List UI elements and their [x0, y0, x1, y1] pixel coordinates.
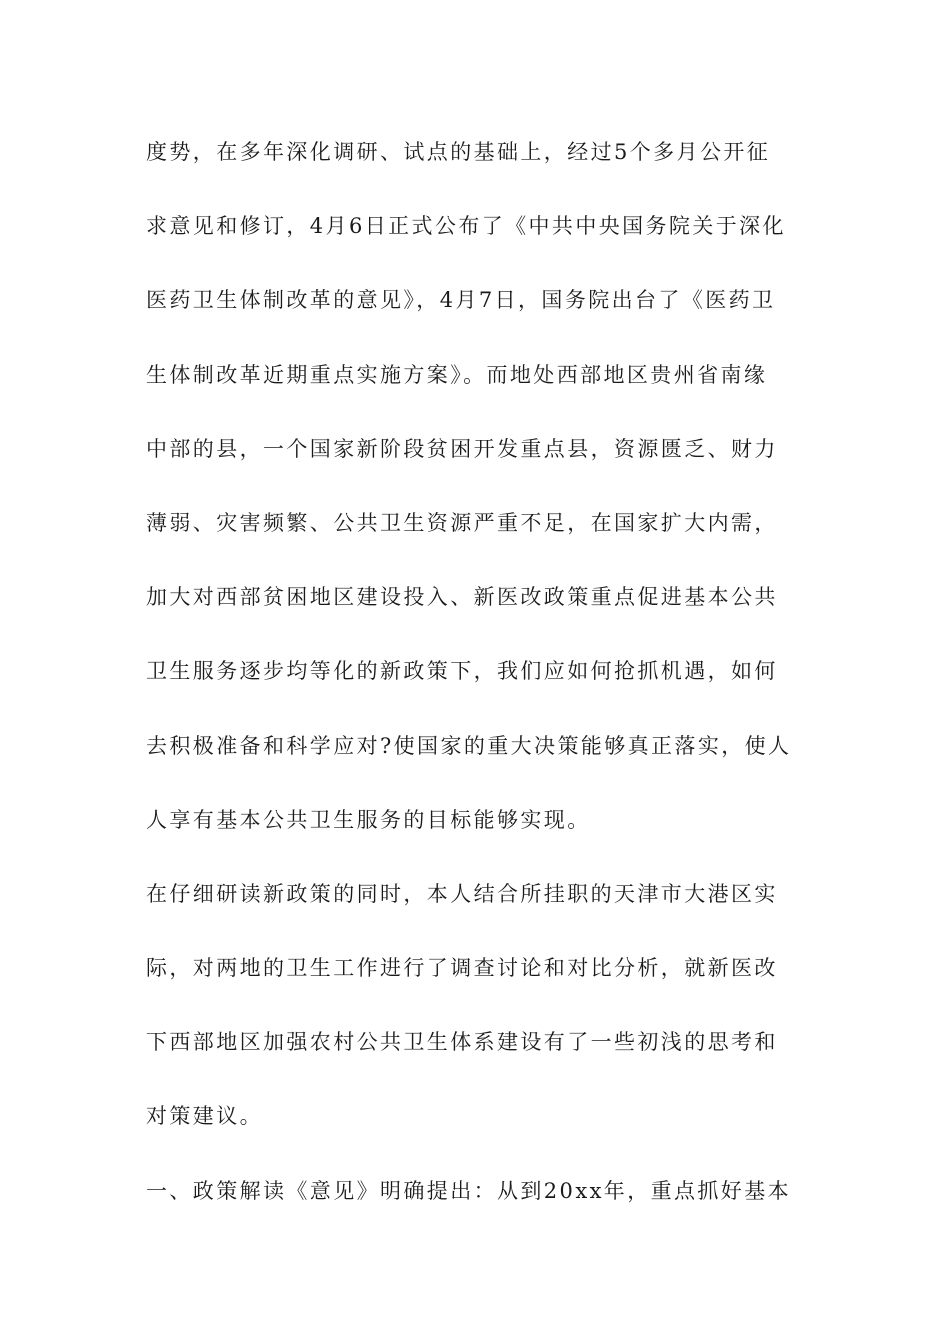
text-line: 在仔细研读新政策的同时，本人结合所挂职的天津市大港区实 — [146, 881, 778, 906]
body-text — [146, 132, 816, 1245]
text-line: 一、政策解读《意见》明确提出：从到20xx年，重点抓好基本 — [146, 1178, 792, 1203]
text-line: 下西部地区加强农村公共卫生体系建设有了一些初浅的思考和 — [146, 1030, 778, 1055]
text-line: 卫生服务逐步均等化的新政策下，我们应如何抢抓机遇，如何 — [146, 659, 778, 684]
text-line: 人享有基本公共卫生服务的目标能够实现。 — [146, 807, 591, 832]
text-line: 际，对两地的卫生工作进行了调查讨论和对比分析，就新医改 — [146, 956, 778, 981]
text-line: 去积极准备和科学应对?使国家的重大决策能够真正落实，使人 — [146, 733, 792, 758]
text-line: 对策建议。 — [146, 1104, 263, 1129]
text-line: 医药卫生体制改革的意见》，4月7日，国务院出台了《医药卫 — [146, 288, 776, 313]
text-line: 生体制改革近期重点实施方案》。而地处西部地区贵州省南缘 — [146, 362, 768, 387]
text-line: 中部的县，一个国家新阶段贫困开发重点县，资源匮乏、财力 — [146, 436, 778, 461]
text-line: 薄弱、灾害频繁、公共卫生资源严重不足，在国家扩大内需， — [146, 510, 778, 535]
text-line: 加大对西部贫困地区建设投入、新医改政策重点促进基本公共 — [146, 585, 778, 610]
text-line: 求意见和修订，4月6日正式公布了《中共中央国务院关于深化 — [146, 214, 786, 239]
text-line: 度势，在多年深化调研、试点的基础上，经过5个多月公开征 — [146, 140, 771, 164]
